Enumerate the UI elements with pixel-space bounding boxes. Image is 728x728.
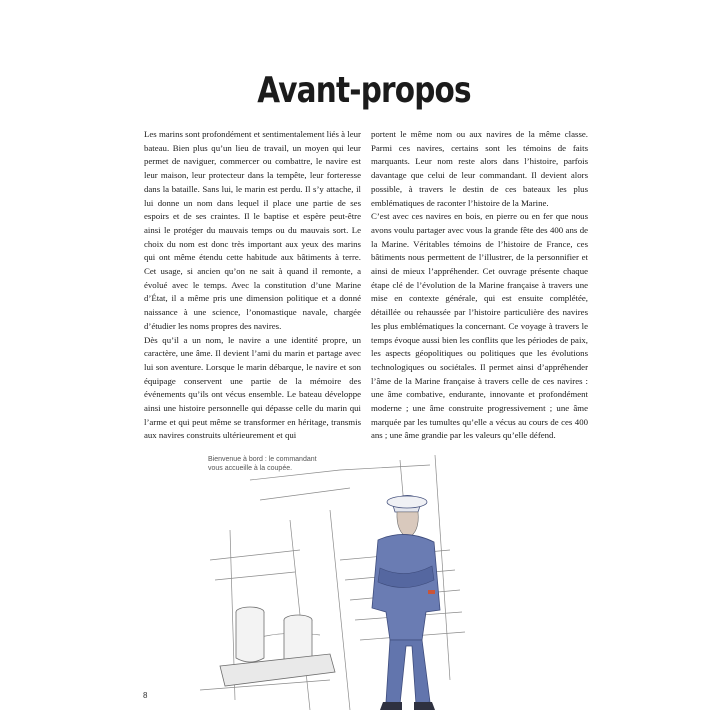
naval-officer-figure	[372, 495, 440, 710]
page-number: 8	[143, 691, 148, 700]
paragraph: portent le même nom ou aux navires de la même classe. Parmi ces navires, certains sont les témoins de faits marquants. Leur nom reste alors dans l’histoire, parfois davantage que celui de leur commandant. Il devient alors possible, à travers le destin de ces bateaux les plus emblématiques de raconter l’histoire de la Marine.	[371, 129, 588, 208]
officer-illustration	[190, 440, 490, 720]
text-column-left	[144, 128, 361, 443]
illustration-caption: Bienvenue à bord : le commandant vous accueille à la coupée.	[208, 456, 317, 472]
paragraph: Dès qu’il a un nom, le navire a une identité propre, un caractère, une âme. Il devient l’ami du marin et partage avec lui son aventure. Lorsque le marin débarque, le navire et son équipage conservent une partie de la mémoire des événements qu’ils ont vécus ensemble. Le bateau développe ainsi une histoire personnelle qui dépasse celle du marin qui l’arme et qui peut même se transformer en héritage, transmis aux navires construits ultérieurement et qui	[144, 334, 361, 441]
paragraph: C’est avec ces navires en bois, en pierre ou en fer que nous avons voulu partager avec vous la grande fête des 400 ans de la Marine. Véritables témoins de l’histoire de France, ces bâtiments nous permettent de l’illustrer, de la personnifier et ainsi de mieux l’appréhender. Cet ouvrage présente chaque étape clé de l’évolution de la Marine française à travers une mise en contexte générale, qui est ensuite complétée, détaillée ou rehaussée par l’histoire particulière des navires les plus emblématiques la concernant. Ce voyage à travers le temps évoque aussi bien les conflits que les périodes de paix, les aspects géopolitiques ou politiques que les évolutions technologiques ou sociétales. Il permet ainsi d’appréhender l’âme de la Marine française à travers celle de ces navires : une âme combative, endurante, innovante et profondément moderne ; une âme construite progressivement ; une âme marquée par les tumultes qu’elle a vécus au cours de ces 400 ans ; une âme grandie par les valeurs qu’elle défend.	[371, 211, 588, 441]
paragraph: Les marins sont profondément et sentimentalement liés à leur bateau. Bien plus qu’un lieu de travail, un moyen qui leur permet de naviguer, commercer ou combattre, le navire est leur maison, leur protecteur dans la tempête, leur forteresse dans la bataille. Sans lui, le marin est perdu. Il s’y attache, il lui donne un nom dans lequel il place une partie de ses espoirs et de ses craintes. Il le baptise et espère peut-être ainsi le protéger du mauvais temps ou du mauvais sort. Le choix du nom est donc très important aux yeux des marins qui ont même étendu cette habitude aux bâtiments à terre. Cet usage, si ancien qu’on ne sait à quand il remonte, a évolué avec le temps. Avec la constitution d’une Marine d’État, il a même pris une dimension politique et a donné naissance à une science, l’onomastique navale, chargée d’étudier les noms propres des navires.	[144, 129, 361, 331]
page-title: Avant-propos	[257, 70, 471, 112]
text-column-right	[371, 128, 588, 443]
bollards	[220, 607, 335, 686]
